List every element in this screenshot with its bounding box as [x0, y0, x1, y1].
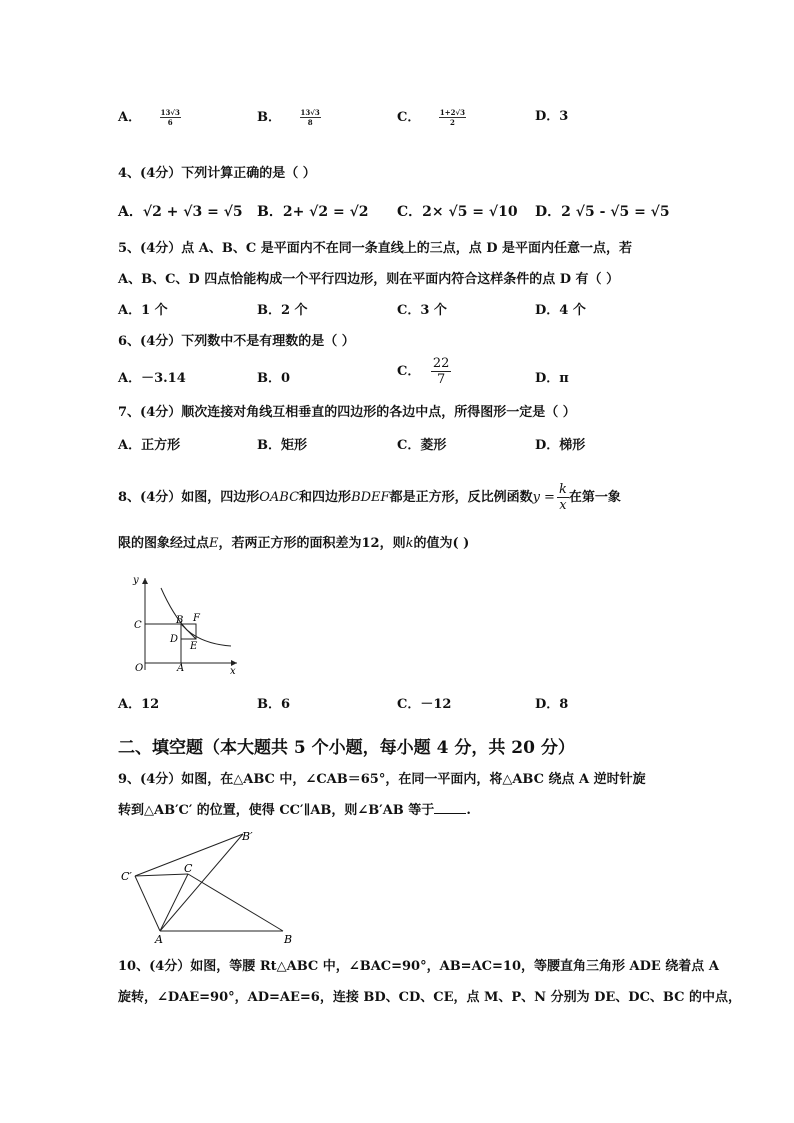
q8-option-c[interactable]: C．－12 — [397, 697, 452, 712]
q5-option-c[interactable]: C．3 个 — [397, 303, 447, 318]
label-x: x — [230, 666, 236, 675]
q3-option-c[interactable] — [397, 108, 466, 127]
denominator: 7 — [437, 372, 446, 387]
q10-stem-line1: 10、(4分）如图，等腰 Rt△ABC 中，∠BAC=90°，AB=AC=10，等腰直角三角形 ADE 绕着点 A — [118, 959, 719, 974]
label-d: D — [170, 634, 179, 645]
fraction — [439, 108, 466, 127]
q3-option-d[interactable]: D．3 — [535, 109, 569, 124]
q7-stem: 7、(4分）顺次连接对角线互相垂直的四边形的各边中点，所得图形一定是（ ） — [118, 405, 576, 420]
numerator: 22 — [432, 356, 450, 371]
q4-stem: 4、(4分）下列计算正确的是（ ） — [118, 166, 316, 181]
option-label: C． — [397, 110, 421, 125]
q8-option-a[interactable]: A．12 — [118, 697, 160, 712]
segment-cc-prime — [135, 874, 188, 876]
numerator: 13√3 — [160, 108, 180, 117]
label-b: B — [176, 615, 184, 626]
label-b: B — [284, 933, 293, 946]
label-o: O — [135, 663, 144, 674]
numerator: k — [558, 482, 567, 497]
denominator: 8 — [307, 118, 313, 127]
denominator: x — [559, 498, 567, 513]
y-axis-arrow — [142, 578, 148, 584]
denominator: 2 — [449, 118, 455, 127]
segment-cb — [188, 874, 283, 931]
fraction-k-over-x — [557, 482, 569, 513]
section-2-title: 二、填空题（本大题共 5 个小题，每小题 4 分，共 20 分） — [118, 738, 575, 758]
q6-option-b[interactable]: B．0 — [257, 371, 291, 386]
numerator: 1+2√3 — [439, 108, 465, 117]
q10-stem-line2: 旋转，∠DAE=90°，AD=AE=6，连接 BD、CD、CE，点 M、P、N 分别为 DE、DC、BC 的中点， — [118, 990, 742, 1005]
text: 和四边形 — [299, 490, 352, 505]
q3-option-a[interactable] — [118, 108, 181, 127]
option-label: A． — [118, 110, 142, 125]
text: ，若两正方形的面积差为12，则 — [218, 536, 406, 551]
math-oabc: OABC — [259, 490, 300, 505]
q7-option-c[interactable]: C．菱形 — [397, 438, 447, 453]
segment-ac-prime — [135, 876, 160, 931]
option-label: C． — [397, 364, 421, 379]
label-c: C — [134, 620, 142, 631]
label-f: F — [193, 613, 200, 624]
label-b-prime: B′ — [242, 830, 253, 843]
q5-stem-line2: A、B、C、D 四点恰能构成一个平行四边形，则在平面内符合这样条件的点 D 有（ ） — [118, 272, 620, 287]
q6-option-a[interactable]: A．－3.14 — [118, 371, 186, 386]
q3-option-b[interactable] — [257, 108, 321, 127]
q8-option-b[interactable]: B．6 — [257, 697, 291, 712]
text: 限的图象经过点 — [118, 536, 210, 551]
q4-option-a[interactable]: A．√2 + √3 = √5 — [118, 204, 243, 220]
q8-figure — [125, 570, 245, 675]
q8-option-d[interactable]: D．8 — [535, 697, 569, 712]
fraction — [160, 108, 181, 127]
math-k: k — [405, 536, 414, 551]
text: 都是正方形，反比例函数 — [389, 490, 533, 505]
math-func-lhs: y = — [532, 490, 555, 505]
q9-stem-line1: 9、(4分）如图，在△ABC 中，∠CAB＝65°，在同一平面内，将△ABC 绕点 A 逆时针旋 — [118, 772, 646, 787]
q7-option-a[interactable]: A．正方形 — [118, 438, 181, 453]
text: 转到△AB′C′ 的位置，使得 CC′∥AB，则∠B′AB 等于 — [118, 803, 435, 818]
q5-option-d[interactable]: D．4 个 — [535, 303, 586, 318]
denominator: 6 — [167, 118, 173, 127]
fraction — [300, 108, 321, 127]
label-c-prime: C′ — [121, 870, 132, 883]
fraction — [431, 356, 452, 387]
q9-stem-line2 — [118, 801, 471, 820]
q8-stem-line2 — [118, 535, 469, 553]
q6-option-c[interactable] — [397, 356, 451, 387]
q6-stem: 6、(4分）下列数中不是有理数的是（ ） — [118, 334, 355, 349]
text: 的值为( ) — [413, 536, 470, 551]
segment-ab-prime — [160, 834, 243, 931]
q4-option-b[interactable]: B．2+ √2 = √2 — [257, 204, 369, 220]
q6-option-d[interactable]: D．π — [535, 371, 569, 386]
q5-option-a[interactable]: A．1 个 — [118, 303, 168, 318]
label-a: A — [155, 933, 163, 946]
label-a: A — [177, 663, 185, 674]
label-y: y — [133, 575, 139, 586]
label-e: E — [190, 641, 198, 652]
answer-blank[interactable] — [434, 801, 466, 814]
text: . — [466, 803, 471, 818]
q4-option-d[interactable]: D．2 √5 - √5 = √5 — [535, 204, 670, 220]
text: 在第一象 — [568, 490, 621, 505]
math-e: E — [209, 536, 219, 551]
text: 8、(4分）如图，四边形 — [118, 490, 260, 505]
q9-figure — [118, 826, 298, 948]
q5-stem-line1: 5、(4分）点 A、B、C 是平面内不在同一条直线上的三点，点 D 是平面内任意一点，若 — [118, 241, 633, 256]
numerator: 13√3 — [300, 108, 320, 117]
q7-option-d[interactable]: D．梯形 — [535, 438, 586, 453]
label-c: C — [184, 862, 193, 875]
q8-stem-line1 — [118, 482, 621, 513]
math-bdef: BDEF — [351, 490, 390, 505]
option-label: B． — [257, 110, 281, 125]
q4-option-c[interactable]: C．2× √5 = √10 — [397, 204, 518, 220]
q5-option-b[interactable]: B．2 个 — [257, 303, 308, 318]
q7-option-b[interactable]: B．矩形 — [257, 438, 307, 453]
